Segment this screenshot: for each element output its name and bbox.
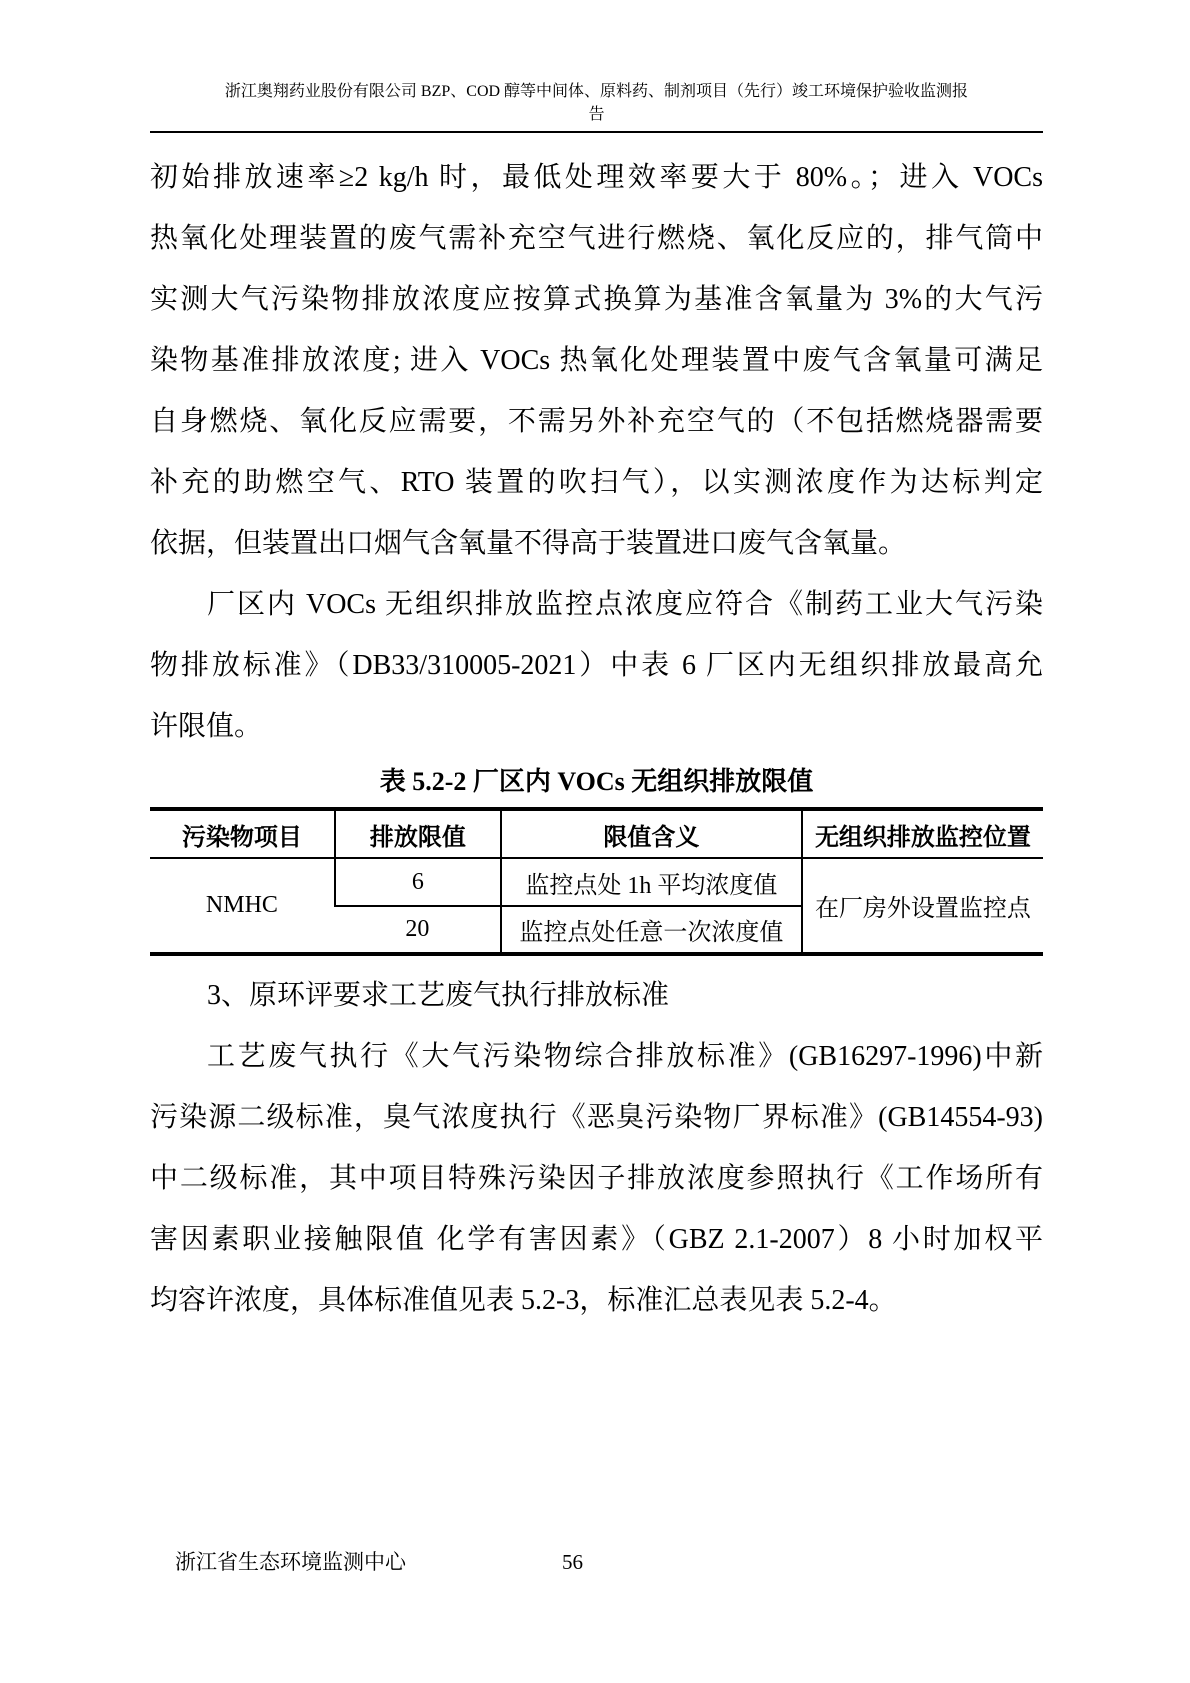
paragraph-line: 染物基准排放浓度; 进入 VOCs 热氧化处理装置中废气含氧量可满足 [150,345,1043,376]
paragraph-line: 初始排放速率≥2 kg/h 时，最低处理效率要大于 80%。；进入 VOCs [150,162,1043,193]
paragraph-line: 许限值。 [150,711,263,742]
paragraph-line: 实测大气污染物排放浓度应按算式换算为基准含氧量为 3%的大气污 [150,284,1043,315]
col-header-meaning: 限值含义 [501,809,802,858]
voc-limits-table [150,807,1043,956]
section-heading: 3、原环评要求工艺废气执行排放标准 [207,980,670,1011]
limit-cell: 6 [335,858,501,906]
table-row [150,858,1043,906]
page-header-line2: 告 [588,106,605,123]
page-header [150,80,1043,133]
meaning-cell: 监控点处任意一次浓度值 [501,906,802,954]
location-cell: 在厂房外设置监控点 [802,858,1043,954]
paragraph-line: 污染源二级标准，臭气浓度执行《恶臭污染物厂界标准》(GB14554-93) [150,1102,1043,1133]
footer-page-number: 56 [562,1550,583,1574]
col-header-location: 无组织排放监控位置 [802,809,1043,858]
meaning-cell: 监控点处 1h 平均浓度值 [501,858,802,906]
document-body [150,147,1043,1331]
pollutant-cell: NMHC [205,892,278,918]
footer-organization: 浙江省生态环境监测中心 [175,1550,406,1574]
paragraph-line: 自身燃烧、氧化反应需要，不需另外补充空气的（不包括燃烧器需要 [150,406,1043,437]
page-header-line1: 浙江奥翔药业股份有限公司 BZP、COD 醇等中间体、原料药、制剂项目（先行）竣工环境保护验收监测报 [224,83,969,100]
paragraph-line: 补充的助燃空气、RTO 装置的吹扫气），以实测浓度作为达标判定 [150,467,1043,498]
paragraph-line: 害因素职业接触限值 化学有害因素》（GBZ 2.1-2007）8 小时加权平 [150,1224,1043,1255]
paragraph-line: 厂区内 VOCs 无组织排放监控点浓度应符合《制药工业大气污染 [207,589,1043,620]
col-header-pollutant: 污染物项目 [150,809,335,858]
col-header-limit: 排放限值 [335,809,501,858]
paragraph-line: 工艺废气执行《大气污染物综合排放标准》(GB16297-1996)中新 [207,1041,1043,1072]
paragraph-line: 热氧化处理装置的废气需补充空气进行燃烧、氧化反应的，排气筒中 [150,223,1043,254]
limit-cell: 20 [405,916,430,942]
table-caption: 表 5.2-2 厂区内 VOCs 无组织排放限值 [379,767,814,796]
paragraph-line: 依据，但装置出口烟气含氧量不得高于装置进口废气含氧量。 [150,528,907,559]
paragraph-line: 均容许浓度，具体标准值见表 5.2-3，标准汇总表见表 5.2-4。 [150,1285,897,1316]
paragraph-line: 中二级标准，其中项目特殊污染因子排放浓度参照执行《工作场所有 [150,1163,1043,1194]
table-header-row [150,809,1043,858]
paragraph-line: 物排放标准》（DB33/310005-2021）中表 6 厂区内无组织排放最高允 [150,650,1043,681]
